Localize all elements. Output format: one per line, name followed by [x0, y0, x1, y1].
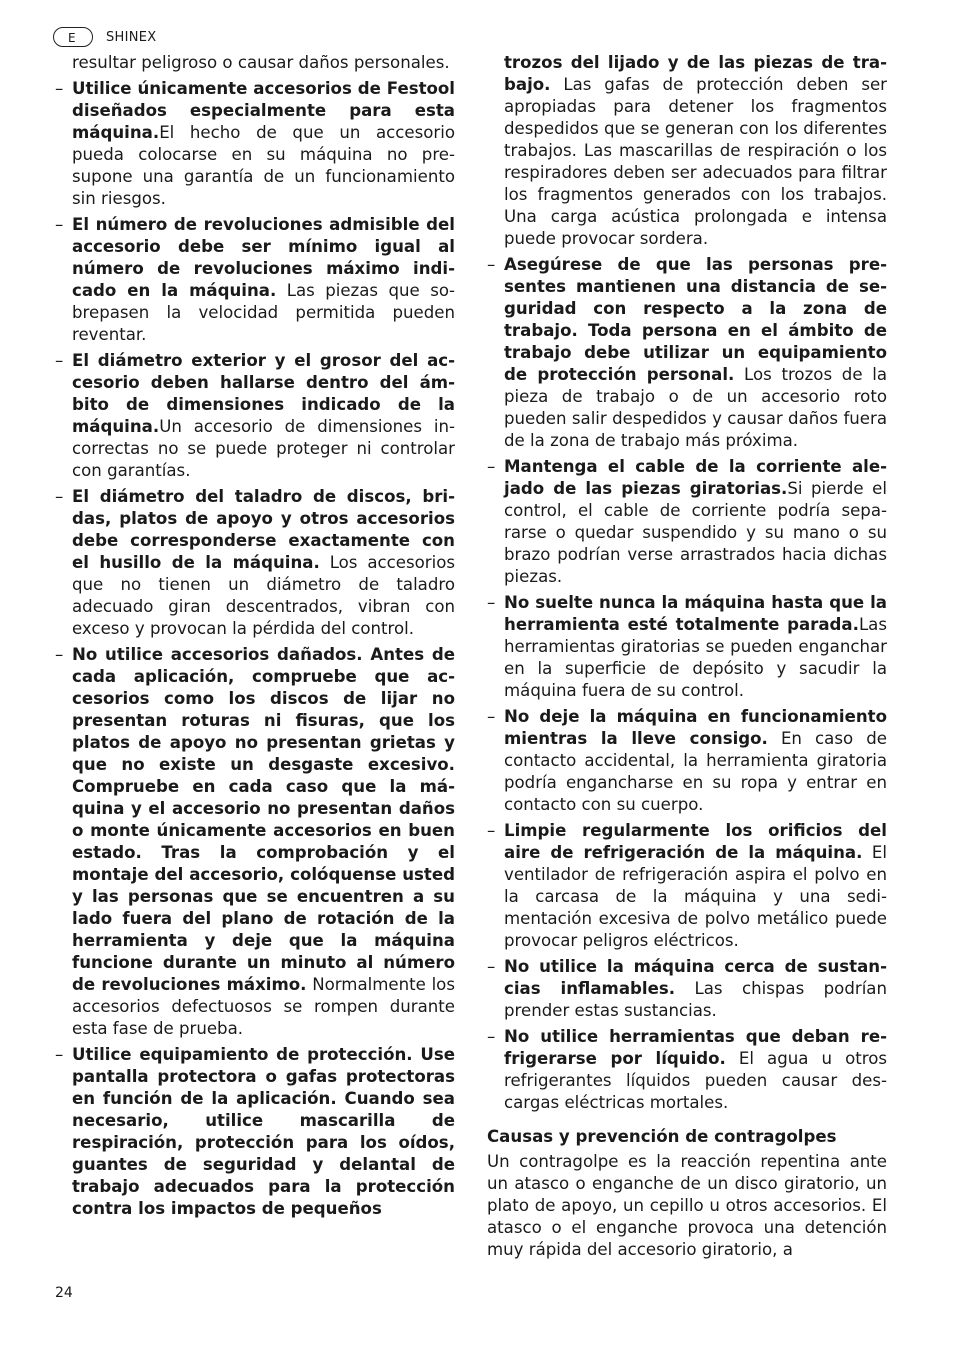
- section-heading: Causas y prevención de contragolpes: [487, 1127, 837, 1146]
- dash: –: [55, 215, 64, 234]
- product-name: SHINEX: [106, 29, 157, 45]
- dash: –: [55, 487, 64, 506]
- item-bold-text: Utilice únicamente accesorios de Festool diseñados especialmente para esta máquina.: [72, 79, 455, 142]
- list-item: [55, 350, 455, 482]
- item-text: El hecho de que un accesorio pueda colocarse en su máquina no presupone una garantía de un funcionamiento sin riesgos.: [72, 123, 455, 208]
- item-text: Los accesorios que no tienen un diámetro de taladro adecuado giran descentrados, vibran con exceso y provocan la pérdida del control.: [72, 553, 456, 638]
- page-number: 24: [55, 1285, 73, 1301]
- dash: –: [487, 457, 496, 476]
- dash: –: [55, 645, 64, 664]
- item-text: El ventilador de refrigeración aspira el polvo en la carcasa de la máquina y una sedimentación excesiva de polvo metálico puede provocar peligros eléctricos.: [504, 843, 887, 950]
- right-column: [487, 52, 887, 1261]
- item-text: Las chispas podrían prender estas sustancias.: [504, 979, 887, 1020]
- item-text: Si pierde el control, el cable de corriente podría separarse o quedar suspendido y su mano o su brazo podrían verse arrastrados hacia dichas piezas.: [504, 479, 888, 586]
- list-item: [487, 592, 887, 702]
- list-item: [55, 214, 455, 346]
- item-text: Un accesorio de dimensiones incorrectas no se puede proteger ni controlar con garantías.: [72, 417, 455, 480]
- item-bold-text: El diámetro del taladro de discos, bridas, platos de apoyo y otros accesorios debe corresponderse exactamente con el husillo de la máquina.: [72, 487, 455, 572]
- list-item-continuation: [487, 52, 887, 250]
- item-bold-text: No suelte nunca la máquina hasta que la herramienta esté totalmente parada.: [504, 593, 887, 634]
- item-bold-text: Utilice equipamiento de protección. Use pantalla protectora o gafas protectoras en función de la aplicación. Cuando sea necesario, utilice mascarilla de respiración, protección para los oídos, guantes de seguridad y delantal de trabajo adecuados para la protección contra los impactos de pequeños: [72, 1045, 455, 1218]
- language-badge: E: [53, 27, 93, 47]
- left-intro-text: resultar peligroso o causar daños personales.: [72, 53, 450, 72]
- item-text: Las piezas que sobrepasen la velocidad permitida pueden reventar.: [72, 281, 455, 344]
- item-bold-text: No deje la máquina en funcionamiento mientras la lleve consigo.: [504, 707, 887, 748]
- item-bold-text: El diámetro exterior y el grosor del accesorio deben hallarse dentro del ámbito de dimensiones indicado de la máquina.: [72, 351, 455, 436]
- item-bold-text: Asegúrese de que las personas presentes mantienen una distancia de seguridad con respecto a la zona de trabajo. Toda persona en el ámbito de trabajo debe utilizar un equipamiento de protección personal.: [504, 255, 887, 384]
- list-item: [487, 254, 887, 452]
- item-bold-text: trozos del lijado y de las piezas de trabajo.: [504, 53, 887, 94]
- page-header: [53, 26, 157, 48]
- list-item: [487, 1026, 887, 1114]
- item-bold-text: No utilice herramientas que deban refrigerarse por líquido.: [504, 1027, 887, 1068]
- item-text: El agua u otros refrigerantes líquidos pueden causar descargas eléctricas mortales.: [504, 1049, 887, 1112]
- dash: –: [487, 593, 496, 612]
- list-item: [55, 486, 455, 640]
- list-item: [487, 820, 887, 952]
- item-bold-text: El número de revoluciones admisible del accesorio debe ser mínimo igual al número de revoluciones máximo indicado en la máquina.: [72, 215, 455, 300]
- dash: –: [487, 821, 496, 840]
- item-bold-text: Mantenga el cable de la corriente alejado de las piezas giratorias.: [504, 457, 887, 498]
- dash: –: [487, 255, 496, 274]
- section-paragraph: Un contragolpe es la reacción repentina ante un atasco o enganche de un disco giratorio, un plato de apoyo, un cepillo u otros accesorios. El atasco o el enganche provoca una detención muy rápida del accesorio giratorio, a: [487, 1152, 887, 1259]
- dash: –: [487, 1027, 496, 1046]
- dash: –: [487, 957, 496, 976]
- dash: –: [55, 1045, 64, 1064]
- item-text: Las gafas de protección deben ser apropiadas para detener los fragmentos despedidos que se generan con los diferentes trabajos. Las mascarillas de respiración o los respiradores deben ser adecuados para filtrar los fragmentos generados con los trabajos. Una carga acústica prolongada e intensa puede provocar sordera.: [504, 75, 887, 248]
- dash: –: [487, 707, 496, 726]
- item-text: Normalmente los accesorios defectuosos se rompen durante esta fase de prueba.: [72, 975, 455, 1038]
- left-column: [55, 52, 455, 1224]
- item-text: Los trozos de la pieza de trabajo o de un accesorio roto pueden salir despedidos y causar daños fuera de la zona de trabajo más próxima.: [504, 365, 887, 450]
- item-bold-text: No utilice accesorios dañados. Antes de cada aplicación, compruebe que accesorios como los discos de lijar no presentan roturas ni fisuras, que los platos de apoyo no presentan grietas y que no existe un desgaste excesivo. Compruebe en cada caso que la máquina y el accesorio no presentan daños o monte únicamente accesorios en buen estado. Tras la comprobación y el montaje del accesorio, colóquense usted y las personas que se encuentren a su lado fuera del plano de rotación de la herramienta y deje que la máquina funcione durante un minuto al número de revoluciones máximo.: [72, 645, 455, 994]
- list-item: [487, 956, 887, 1022]
- item-text: Las herramientas giratorias se pueden enganchar en la superficie de depósito y sacudir la máquina fuera de su control.: [504, 615, 887, 700]
- list-item: [487, 456, 887, 588]
- list-item: [55, 644, 455, 1040]
- item-text: En caso de contacto accidental, la herramienta giratoria podría engancharse en su ropa y entrar en contacto con su cuerpo.: [504, 729, 887, 814]
- list-item: [55, 78, 455, 210]
- dash: –: [55, 79, 64, 98]
- item-bold-text: Limpie regularmente los orificios del aire de refrigeración de la máquina.: [504, 821, 887, 862]
- list-item: [55, 1044, 455, 1220]
- item-bold-text: No utilice la máquina cerca de sustancias inflamables.: [504, 957, 887, 998]
- list-item: [487, 706, 887, 816]
- dash: –: [55, 351, 64, 370]
